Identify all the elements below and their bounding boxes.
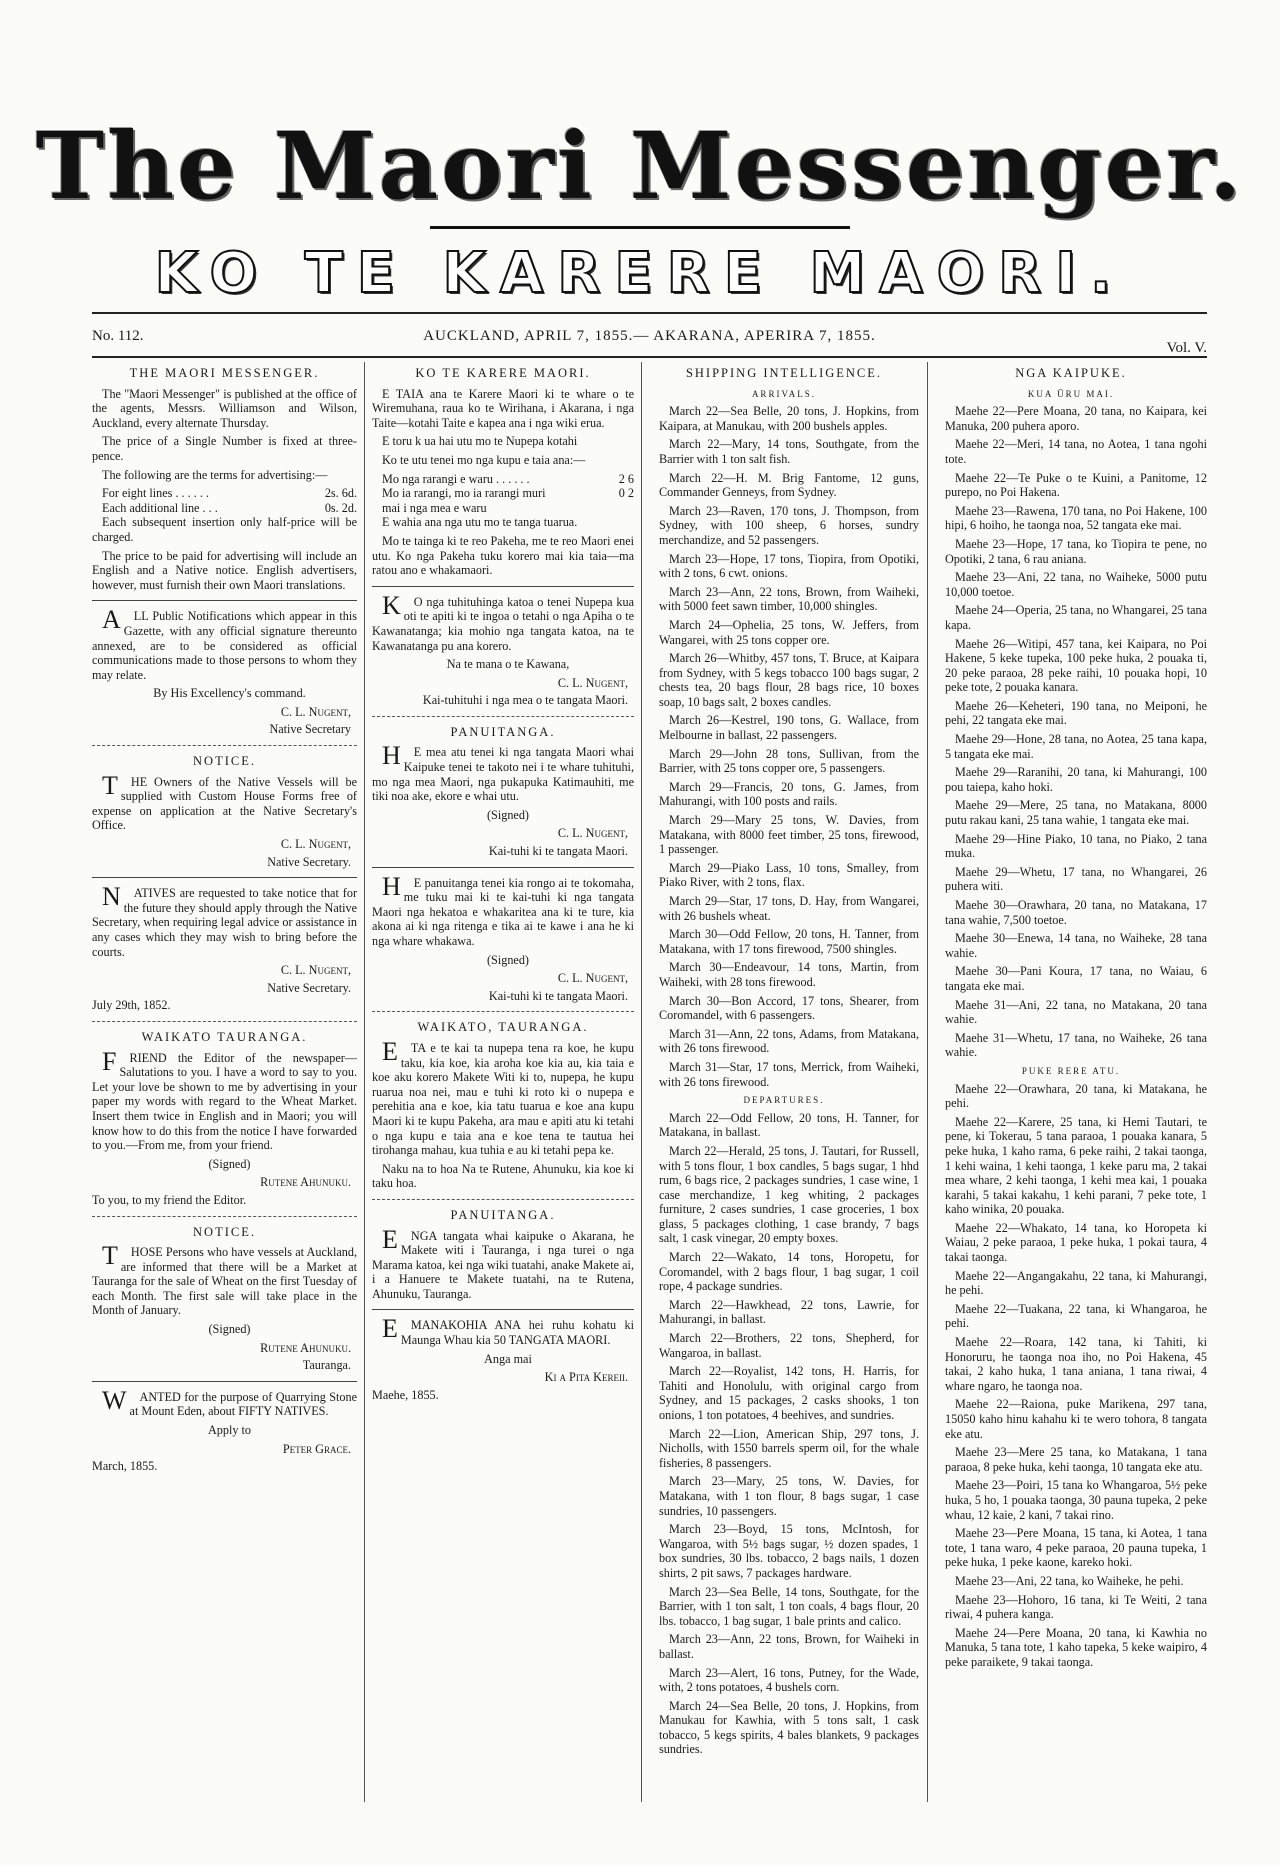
signature: C. L. Nugent, bbox=[280, 837, 351, 852]
section-heading: NOTICE. bbox=[193, 1224, 256, 1239]
paragraph: The price of a Single Number is fixed at three-pence. bbox=[92, 434, 357, 463]
column-english bbox=[92, 362, 357, 1802]
divider bbox=[92, 745, 357, 746]
subheading: DEPARTURES. bbox=[743, 1095, 825, 1106]
signature: C. L. Nugent, bbox=[280, 963, 351, 978]
section-heading: WAIKATO TAURANGA. bbox=[141, 1029, 308, 1044]
list-item: Maehe 23—Pere Moana, 15 tana, ki Aotea, 1 tana tote, 1 tana waro, 4 peke paraoa, 20 pauna tupeka, 1 peke huka, 1 peke kaone, kareko hoki. bbox=[945, 1526, 1207, 1570]
list-item: Maehe 22—Meri, 14 tana, no Aotea, 1 tana ngohi tote. bbox=[945, 437, 1207, 466]
divider bbox=[372, 1011, 634, 1012]
paragraph: The price to be paid for advertising will include an English and a Native notice. English advertisers, however, must furnish their own Maori translations. bbox=[92, 548, 357, 592]
arrivals-list bbox=[649, 404, 919, 1089]
signature: C. L. Nugent, bbox=[557, 971, 628, 986]
divider bbox=[372, 1199, 634, 1200]
list-item: Maehe 24—Pere Moana, 20 tana, ki Kawhia no Manuka, 5 tana tote, 1 kaho tapeka, 5 keke waipiro, 4 peke paraikete, 9 takai taonga. bbox=[945, 1625, 1207, 1669]
list-item: Maehe 23—Poiri, 15 tana ko Whangaroa, 5½ peke huka, 5 ho, 1 pouaka taonga, 30 pauna tupeka, 2 peke whau, 12 kaie, 2 kani, 7 takai rino. bbox=[945, 1478, 1207, 1522]
list-item: March 29—Piako Lass, 10 tons, Smalley, from Piako River, with 2 tons, flax. bbox=[659, 860, 919, 890]
list-item: March 22—Sea Belle, 20 tons, J. Hopkins, from Kaipara, at Manukau, with 200 bushels apples. bbox=[659, 404, 919, 433]
list-item: March 23—Mary, 25 tons, W. Davies, for Matakana, with 1 ton flour, 8 bags sugar, 1 case sundries, 10 passengers. bbox=[659, 1474, 919, 1518]
paragraph: KO nga tuhituhinga katoa o tenei Nupepa kua oti te apiti ki te ingoa o tetahi o nga Apiha o te Kawanatanga; kia mohio nga tangata katoa, na te Kawanatanga pu ana korero. bbox=[372, 590, 634, 653]
list-item: Maehe 22—Tuakana, 22 tana, ki Whangaroa, he pehi. bbox=[945, 1301, 1207, 1331]
list-item: March 30—Odd Fellow, 20 tons, H. Tanner, from Matakana, with 17 tons firewood, 7500 shingles. bbox=[659, 927, 919, 956]
list-item: March 30—Endeavour, 14 tons, Martin, from Waiheki, with 28 tons firewood. bbox=[659, 960, 919, 989]
section-heading: SHIPPING INTELLIGENCE. bbox=[685, 366, 883, 380]
list-item: Maehe 26—Keheteri, 190 tana, no Meiponi, he pehi, 22 tangata eke mai. bbox=[945, 698, 1207, 728]
paragraph: E TAIA ana te Karere Maori ki te whare o te Wiremuhana, raua ko te Wirihana, i Akarana, i nga Taite—kotahi Taite e kapea ana i nga wiki erua. bbox=[372, 386, 634, 430]
list-item: March 29—John 28 tons, Sullivan, from the Barrier, with 25 tons copper ore, 5 passengers. bbox=[659, 746, 919, 776]
signature: C. L. Nugent, bbox=[557, 675, 628, 690]
divider bbox=[92, 1381, 357, 1382]
list-item: March 22—Royalist, 142 tons, H. Harris, for Tahiti and Honolulu, with original cargo from Sydney, and 15 packages, 2 casks shooks, 1 ton onions, 1 ton potatoes, 4 beehives, and sundries. bbox=[659, 1364, 919, 1422]
section-heading: NOTICE. bbox=[193, 754, 256, 769]
section-heading: KO TE KARERE MAORI. bbox=[415, 366, 591, 380]
departures-list bbox=[935, 1082, 1207, 1670]
departures-list bbox=[649, 1111, 919, 1757]
list-item: March 31—Star, 17 tons, Merrick, from Waiheki, with 26 tons firewood. bbox=[659, 1059, 919, 1089]
columns bbox=[92, 362, 1207, 1802]
title-underline bbox=[430, 226, 850, 229]
paragraph: EMANAKOHIA ANA hei ruhu kohatu ki Maunga Whau kia 50 TANGATA MAORI. bbox=[382, 1314, 634, 1348]
volume-number: Vol. V. bbox=[1166, 340, 1207, 356]
masthead bbox=[0, 60, 1280, 306]
list-item: Maehe 22—Whakato, 14 tana, ko Horopeta ki Waiau, 2 peke paraoa, 1 peke huka, 1 pokai taura, 4 takai taonga. bbox=[945, 1220, 1207, 1265]
dateline bbox=[92, 328, 1207, 356]
date-line: March, 1855. bbox=[92, 1459, 158, 1474]
list-item: Maehe 29—Hine Piako, 10 tana, no Piako, 2 tana muka. bbox=[945, 831, 1207, 861]
list-item: March 22—Hawkhead, 22 tons, Lawrie, for Mahurangi, in ballast. bbox=[659, 1297, 919, 1327]
list-item: March 29—Mary 25 tons, W. Davies, from Matakana, with 8000 feet timber, 25 tons, firewood, 1 passenger. bbox=[659, 813, 919, 857]
signature-title: Native Secretary. bbox=[267, 980, 351, 995]
paragraph: Mo te tainga ki te reo Pakeha, me te reo Maori enei utu. Ko nga Pakeha tuku korero mai kia taia—ma ratou ano e whakamaori. bbox=[372, 533, 634, 578]
rate-row: Mo ia rarangi, mo ia rarangi muri 0 2 bbox=[382, 486, 634, 501]
rate-row: Mo nga rarangi e waru . . . . . . 2 6 bbox=[382, 471, 634, 486]
paragraph: ENGA tangata whai kaipuke o Akarana, he Makete witi i Tauranga, i nga turei o nga Marama katoa, kei nga wiki tuatahi, anake Makete ai, i a Hanuere te Makete tuatahi, na te Rutena, Ahunuku, Tauranga. bbox=[372, 1224, 634, 1301]
list-item: Maehe 30—Enewa, 14 tana, no Waiheke, 28 tana wahie. bbox=[945, 931, 1207, 960]
section-heading: PANUITANGA. bbox=[450, 1207, 556, 1222]
section-heading: WAIKATO, TAURANGA. bbox=[417, 1020, 589, 1035]
list-item: March 26—Whitby, 457 tons, T. Bruce, at Kaipara from Sydney, with 5 kegs tobacco 100 bags sugar, 2 chests tea, 20 bags flour, 28 bags rice, 10 boxes soap, 10 bags salt, 2 boxes candles. bbox=[659, 651, 919, 709]
list-item: Maehe 22—Karere, 25 tana, ki Hemi Tautari, te pene, ki Tokerau, 5 tana paraoa, 1 pouaka kanara, 5 peke huka, 1 kaho rama, 6 peke raihi, 2 takai taonga, 1 kehi waina, 1 kehi taonga, 1 keke paru ma, 2 takai mea whare, 2 kehi taonga, 1 kehi mea kai, 1 pouaka karahi, 5 takai kakahu, 1 kehi parani, 7 peke tote, 1 kaho winika, 20 pouaka. bbox=[945, 1114, 1207, 1217]
column-maori bbox=[372, 362, 634, 1802]
column-rule bbox=[364, 362, 365, 1802]
paragraph: THOSE Persons who have vessels at Auckland, are informed that there will be a Market at Tauranga for the sale of Wheat on the first Tuesday of each Month. The first sale will take place in the Month of January. bbox=[92, 1241, 357, 1318]
list-item: Maehe 22—Raiona, puke Marikena, 297 tana, 15050 kaho hinu kahahu ki te wero tohora, 8 tangata eke atu. bbox=[945, 1397, 1207, 1441]
paragraph: HE panuitanga tenei kia rongo ai te tokomaha, me tuku mai ki te kai-tuhi ki nga tangata Maori nga hekatoa e whakaritea ana ki te ture, kia akona ai ki nga ritenga e tika ai te kawe i ana he ki nga whare whakawa. bbox=[372, 871, 634, 948]
signature-title: Kai-tuhi ki te tangata Maori. bbox=[488, 988, 628, 1003]
list-item: March 23—Ann, 22 tons, Brown, for Waiheki in ballast. bbox=[659, 1632, 919, 1661]
list-item: Maehe 23—Ani, 22 tana, no Waiheke, 5000 putu 10,000 toetoe. bbox=[945, 570, 1207, 599]
list-item: March 22—H. M. Brig Fantome, 12 guns, Commander Genneys, from Sydney. bbox=[659, 470, 919, 500]
rate-row: mai i nga mea e waru bbox=[382, 500, 487, 515]
divider bbox=[92, 1021, 357, 1022]
newspaper-title: The Maori Messenger. bbox=[35, 112, 1245, 220]
paragraph: HE mea atu tenei ki nga tangata Maori whai Kaipuke tenei te takoto nei i te whare tuhituhi, mo nga mea Maori, nga pukapuka Katimauhiti, me tiki noa ake, ekore e whai utu. bbox=[372, 741, 634, 804]
divider bbox=[92, 1216, 357, 1217]
list-item: March 22—Odd Fellow, 20 tons, H. Tanner, for Matakana, in ballast. bbox=[659, 1110, 919, 1140]
list-item: March 23—Raven, 170 tons, J. Thompson, from Sydney, with 100 sheep, 6 horses, sundry merchandize, and 52 passengers. bbox=[659, 503, 919, 547]
list-item: Maehe 22—Roara, 142 tana, ki Tahiti, ki Honoruru, he taonga noa iho, no Poi Hakena, 45 takai, 2 kaho huka, 1 tana aniana, 1 tana riwai, 4 whare ngaro, he taonga noa. bbox=[945, 1335, 1207, 1393]
list-item: Maehe 30—Pani Koura, 17 tana, no Waiau, 6 tangata eke mai. bbox=[945, 964, 1207, 993]
signature-title: Kai-tuhi ki te tangata Maori. bbox=[488, 844, 628, 859]
rate-row: For eight lines . . . . . . 2s. 6d. bbox=[102, 486, 357, 501]
list-item: March 30—Bon Accord, 17 tons, Shearer, from Coromandel, with 6 passengers. bbox=[659, 993, 919, 1023]
divider bbox=[372, 1309, 634, 1310]
rate-row: Each additional line . . . 0s. 2d. bbox=[102, 500, 357, 515]
paragraph: To you, to my friend the Editor. bbox=[92, 1192, 247, 1207]
signed-label: (Signed) bbox=[487, 952, 529, 967]
newspaper-subtitle: KO TE KARERE MAORI. bbox=[154, 241, 1126, 306]
paragraph: ALL Public Notifications which appear in this Gazette, with any official signature thereunto annexed, are to be considered as official communications made to those persons to whom they may relate. bbox=[92, 605, 357, 682]
paragraph: Ko te utu tenei mo nga kupu e taia ana:— bbox=[382, 452, 586, 467]
date-line: July 29th, 1852. bbox=[92, 998, 171, 1013]
paragraph: Each subsequent insertion only half-price will be charged. bbox=[92, 515, 357, 544]
masthead-rule bbox=[92, 312, 1207, 314]
section-heading: PANUITANGA. bbox=[450, 724, 556, 739]
apply-label: Apply to bbox=[208, 1423, 251, 1438]
list-item: Maehe 23—Hope, 17 tana, ko Tiopira te pene, no Opotiki, 2 tana, 6 rau aniana. bbox=[945, 536, 1207, 566]
signature: Peter Grace. bbox=[282, 1441, 351, 1456]
signed-label: (Signed) bbox=[208, 1322, 251, 1337]
list-item: Maehe 31—Ani, 22 tana, no Matakana, 20 tana wahie. bbox=[945, 997, 1207, 1027]
list-item: Maehe 29—Hone, 28 tana, no Aotea, 25 tana kapa, 5 tangata eke mai. bbox=[945, 732, 1207, 761]
signed-label: (Signed) bbox=[208, 1156, 251, 1171]
divider bbox=[372, 586, 634, 587]
section-heading: NGA KAIPUKE. bbox=[1015, 366, 1127, 380]
list-item: March 24—Sea Belle, 20 tons, J. Hopkins, from Manukau for Kawhia, with 5 tons salt, 1 cask tobacco, 5 kegs spirits, 4 bales blankets, 9 packages sundries. bbox=[659, 1698, 919, 1757]
paragraph: The "Maori Messenger" is published at the office of the agents, Messrs. Williamson and Wilson, Auckland, every alternate Thursday. bbox=[92, 386, 357, 430]
paragraph: ETA e te kai ta nupepa tena ra koe, he kupu taku, kia koe, kia aroha koe kia au, kia taia e koe aku korero Makete Witi ki to, nupepa, he kupu ruarua noa nei, mau e tuhi ki roto ki o nupepa e perehitia ana e koe, kia tatu tuarua e koe ana kupu Maori ki te kupu Pakeha, ara mau e apiti atu ki tetahi o nga kupu e taia ana e koe tena te tautua hei tirohanga mahau, kua tuhia e au ki tetahi pepa ke. bbox=[372, 1036, 634, 1158]
list-item: Maehe 22—Te Puke o te Kuini, a Panitome, 12 purepo, no Poi Hakena. bbox=[945, 470, 1207, 500]
arrivals-list bbox=[935, 404, 1207, 1060]
signature-title: Native Secretary. bbox=[267, 854, 351, 869]
list-item: Maehe 29—Raranihi, 20 tana, ki Mahurangi, 100 pou taiepa, kaho hoki. bbox=[945, 765, 1207, 794]
signature: C. L. Nugent, bbox=[280, 704, 351, 719]
list-item: March 23—Alert, 16 tons, Putney, for the Wade, with, 2 tons potatoes, 4 bushels corn. bbox=[659, 1665, 919, 1695]
list-item: March 23—Ann, 22 tons, Brown, from Waiheki, with 5000 feet sawn timber, 10,000 shingles. bbox=[659, 584, 919, 614]
subheading: KUA ŪRU MAI. bbox=[1027, 388, 1115, 399]
list-item: March 22—Wakato, 14 tons, Horopetu, for Coromandel, with 2 bags flour, 1 bag sugar, 1 coil rope, 4 package sundries. bbox=[659, 1250, 919, 1294]
signature-title: Native Secretary bbox=[269, 722, 351, 737]
command-line: Na te mana o te Kawana, bbox=[446, 657, 570, 672]
list-item: Maehe 24—Operia, 25 tana, no Whangarei, 25 tana kapa. bbox=[945, 603, 1207, 632]
list-item: March 26—Kestrel, 190 tons, G. Wallace, from Melbourne in ballast, 22 passengers. bbox=[659, 713, 919, 743]
list-item: Maehe 26—Witipi, 457 tana, kei Kaipara, no Poi Hakene, 5 keke tupeka, 100 peke huka, 2 pouaka ti, 20 peke paraoa, 28 peke raihi, 10 pouaka hopi, 10 peke tote, 2 pouaka kanara. bbox=[945, 636, 1207, 695]
list-item: March 23—Boyd, 15 tons, McIntosh, for Wangaroa, with 5½ bags sugar, ½ dozen spades, 1 box sundries, 30 lbs. tobacco, 2 bags nails, 1 dozen shirts, 2 pit saws, 7 packages hardware. bbox=[659, 1522, 919, 1580]
list-item: March 22—Mary, 14 tons, Southgate, from the Barrier with 1 ton salt fish. bbox=[659, 437, 919, 466]
place: Tauranga. bbox=[302, 1358, 351, 1373]
column-kaipuke bbox=[935, 362, 1207, 1802]
divider bbox=[92, 600, 357, 601]
paragraph: E toru k ua hai utu mo te Nupepa kotahi bbox=[382, 434, 578, 449]
date-line: Maehe, 1855. bbox=[372, 1387, 439, 1402]
list-item: Maehe 30—Orawhara, 20 tana, no Matakana, 17 tana wahie, 7,500 toetoe. bbox=[945, 898, 1207, 927]
paragraph: THE Owners of the Native Vessels will be supplied with Custom House Forms free of expense on application at the Native Secretary's Office. bbox=[92, 770, 357, 833]
list-item: Maehe 31—Whetu, 17 tana, no Waiheke, 26 tana wahie. bbox=[945, 1030, 1207, 1060]
column-shipping bbox=[649, 362, 919, 1802]
subheading: PUKE RERE ATU. bbox=[1021, 1065, 1121, 1076]
apply-label: Anga mai bbox=[484, 1351, 532, 1366]
list-item: March 22—Brothers, 22 tons, Shepherd, for Wangaroa, in ballast. bbox=[659, 1331, 919, 1360]
list-item: Maehe 23—Mere 25 tana, ko Matakana, 1 tana paraoa, 8 peke huka, kehi taonga, 10 tangata eke atu. bbox=[945, 1445, 1207, 1474]
signature: Ki a Pita Kereii. bbox=[544, 1370, 628, 1385]
signed-label: (Signed) bbox=[487, 807, 529, 822]
list-item: Maehe 29—Whetu, 17 tana, no Whangarei, 26 puhera witi. bbox=[945, 864, 1207, 894]
signature: Rutene Ahunuku. bbox=[260, 1175, 351, 1190]
list-item: March 29—Francis, 20 tons, G. James, from Mahurangi, with 100 posts and rails. bbox=[659, 779, 919, 809]
signature: Rutene Ahunuku. bbox=[260, 1340, 351, 1355]
paragraph: NATIVES are requested to take notice that for the future they should apply through the Native Secretary, when requiring legal advice or assistance in any cases which they may wish to bring before the courts. bbox=[92, 882, 357, 959]
paragraph: E wahia ana nga utu mo te tanga tuarua. bbox=[382, 515, 578, 530]
list-item: March 24—Ophelia, 25 tons, W. Jeffers, from Wangarei, with 25 tons copper ore. bbox=[659, 617, 919, 647]
list-item: March 23—Sea Belle, 14 tons, Southgate, for the Barrier, with 1 ton salt, 1 ton coals, 4 bags flour, 20 lbs. tobacco, 1 bag sugar, 1 bale prints and calico. bbox=[659, 1584, 919, 1628]
list-item: Maehe 23—Hohoro, 16 tana, ki Te Weiti, 2 tana riwai, 4 puhera kanga. bbox=[945, 1592, 1207, 1622]
list-item: Maehe 23—Rawena, 170 tana, no Poi Hakene, 100 hipi, 6 hoiho, he taonga noa, 52 tangata eke mai. bbox=[945, 503, 1207, 533]
list-item: March 29—Star, 17 tons, D. Hay, from Wangarei, with 26 bushels wheat. bbox=[659, 894, 919, 923]
signature-title: Kai-tuhituhi i nga mea o te tangata Maori. bbox=[422, 693, 628, 708]
list-item: Maehe 22—Angangakahu, 22 tana, ki Mahurangi, he pehi. bbox=[945, 1268, 1207, 1298]
divider bbox=[92, 877, 357, 878]
paragraph: FRIEND the Editor of the newspaper— Salutations to you. I have a word to say to you. Let your love be shown to me by advertising in your paper my words with regard to the Wheat Market. Insert them twice in English and in Maori; you will know how to do this from the notice I have forwarded to you.—From me, from your friend. bbox=[92, 1046, 357, 1153]
list-item: Maehe 22—Pere Moana, 20 tana, no Kaipara, kei Manuka, 200 puhera aporo. bbox=[945, 404, 1207, 433]
paragraph: Naku na to hoa Na te Rutene, Ahunuku, kia koe ki taku hoa. bbox=[372, 1161, 634, 1191]
list-item: March 31—Ann, 22 tons, Adams, from Matakana, with 26 tons firewood. bbox=[659, 1026, 919, 1056]
list-item: Maehe 23—Ani, 22 tana, ko Waiheke, he pehi. bbox=[955, 1573, 1184, 1588]
list-item: Maehe 29—Mere, 25 tana, no Matakana, 8000 putu rakau kani, 25 tana wahie, 1 tangata eke mai. bbox=[945, 798, 1207, 828]
subheading: ARRIVALS. bbox=[751, 388, 817, 399]
issue-date: AUCKLAND, APRIL 7, 1855.— AKARANA, APERIRA 7, 1855. bbox=[423, 328, 876, 344]
column-rule bbox=[641, 362, 642, 1802]
list-item: Maehe 22—Orawhara, 20 tana, ki Matakana, he pehi. bbox=[945, 1081, 1207, 1111]
command-line: By His Excellency's command. bbox=[153, 686, 306, 701]
section-heading: THE MAORI MESSENGER. bbox=[129, 366, 320, 380]
issue-number: No. 112. bbox=[92, 328, 144, 344]
list-item: March 22—Herald, 25 tons, J. Tautari, for Russell, with 5 tons flour, 1 box candles, 5 bags sugar, 1 hhd rum, 6 bags rice, 2 packages sundries, 1 case wine, 1 case merchandize, 1 keg whiting, 2 packages furniture, 2 cases sundries, 1 case groceries, 1 box glass, 5 packages clothing, 1 case brandy, 7 bags salt, 1 cask vinegar, 20 empty boxes. bbox=[659, 1143, 919, 1246]
dateline-rule bbox=[92, 356, 1207, 358]
divider bbox=[372, 867, 634, 868]
divider bbox=[372, 716, 634, 717]
list-item: March 23—Hope, 17 tons, Tiopira, from Opotiki, with 2 tons, 6 cwt. onions. bbox=[659, 551, 919, 581]
paragraph: WANTED for the purpose of Quarrying Stone at Mount Eden, about FIFTY NATIVES. bbox=[102, 1385, 357, 1419]
signature: C. L. Nugent, bbox=[557, 826, 628, 841]
column-rule bbox=[927, 362, 928, 1802]
paragraph: The following are the terms for advertising:— bbox=[102, 467, 328, 482]
list-item: March 22—Lion, American Ship, 297 tons, J. Nicholls, with 1550 barrels sperm oil, for the whale fisheries, 8 passengers. bbox=[659, 1426, 919, 1470]
